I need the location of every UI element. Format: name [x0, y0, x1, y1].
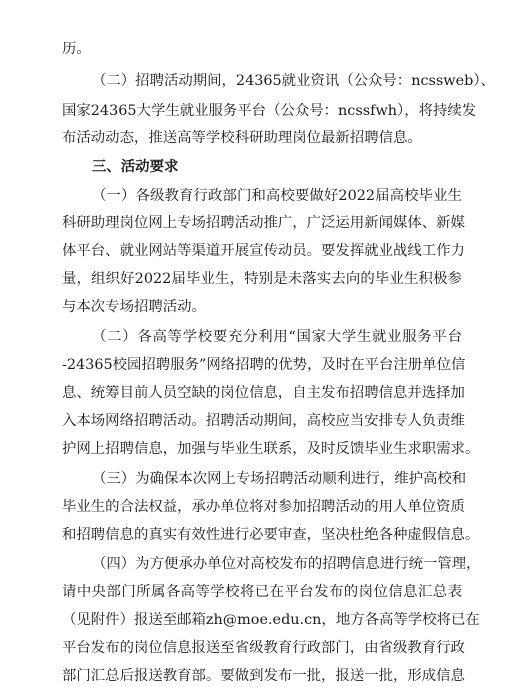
text-line: 布活动动态，推送高等学校科研助理岗位最新招聘信息。 [62, 130, 422, 146]
text-line: （四）为方便承办单位对高校发布的招聘信息进行统一管理， [92, 556, 481, 572]
text-line: 体平台、就业网站等渠道开展宣传动员。要发挥就业战线工作力 [62, 243, 465, 259]
text-line: 部门汇总后报送教育部。要做到发布一批，报送一批，形成信息 [62, 668, 465, 684]
text-line: 国家24365大学生就业服务平台（公众号：ncssfwh），将持续发 [62, 103, 477, 119]
text-line: （见附件）报送至邮箱zh@moe.edu.cn，地方各高等学校将已在 [62, 612, 480, 628]
text-line: -24365校园招聘服务”网络招聘的优势，及时在平台注册单位信 [62, 357, 466, 373]
text-line: 入本场网络招聘活动。招聘活动期间，高校应当安排专人负责维 [62, 413, 465, 429]
text-line: （二）各高等学校要充分利用“国家大学生就业服务平台 [92, 329, 462, 345]
text-line: 和招聘信息的真实有效性进行必要审查，坚决杜绝各种虚假信息。 [62, 527, 480, 543]
text-line: 息、统筹目前人员空缺的岗位信息，自主发布招聘信息并选择加 [62, 385, 465, 401]
text-line: 科研助理岗位网上专场招聘活动推广，广泛运用新闻媒体、新媒 [62, 215, 465, 231]
text-line: （一）各级教育行政部门和高校要做好2022届高校毕业生 [92, 188, 462, 204]
text-line: 量，组织好2022届毕业生，特别是未落实去向的毕业生积极参 [62, 271, 462, 287]
text-line: 与本次专场招聘活动。 [62, 299, 206, 315]
text-line: 护网上招聘信息，加强与毕业生联系，及时反馈毕业生求职需求。 [62, 441, 480, 457]
text-line: （三）为确保本次网上专场招聘活动顺利进行，维护高校和 [92, 471, 467, 487]
text-line: 历。 [62, 41, 91, 57]
section-heading: 三、活动要求 [92, 159, 179, 175]
text-line: 毕业生的合法权益，承办单位将对参加招聘活动的用人单位资质 [62, 499, 465, 515]
text-line: 平台发布的岗位信息报送至省级教育行政部门，由省级教育行政 [62, 640, 465, 656]
text-line: （二）招聘活动期间，24365就业资讯（公众号：ncssweb）、 [92, 73, 495, 89]
text-line: 请中央部门所属各高等学校将已在平台发布的岗位信息汇总表 [62, 584, 462, 600]
